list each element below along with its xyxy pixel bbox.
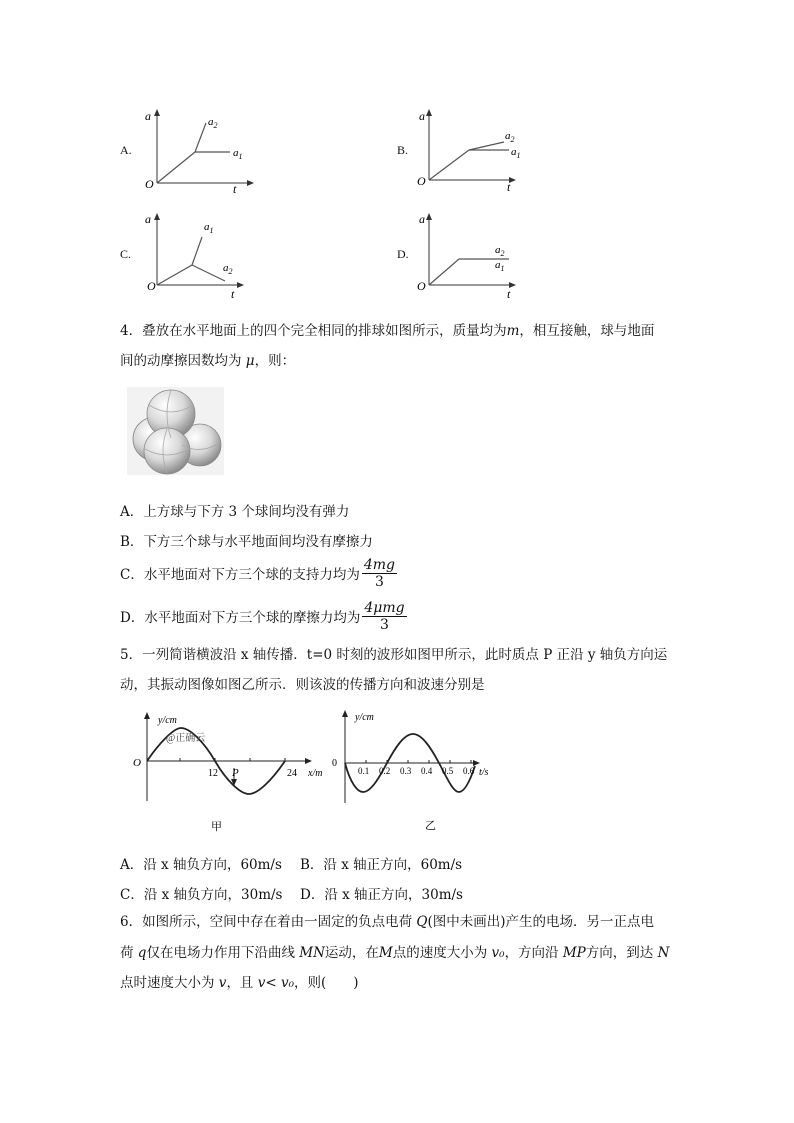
q4-stem-line1: 4．叠放在水平地面上的四个完全相同的排球如图所示，质量均为m，相互接触，球与地面 [120,323,655,339]
q6-stem-line3: 点时速度大小为 v，且 v< v₀，则( ) [120,975,359,991]
jia-ylabel: y/cm [158,715,177,726]
graph-d-line2-sub: 1 [500,264,505,273]
q5-stem-line1: 5．一列简谐横波沿 x 轴传播．t=0 时刻的波形如图甲所示，此时质点 P 正沿 y 轴负方向运 [120,647,668,663]
graph-c-line2: a [223,262,229,274]
graph-b-line2: a [511,146,517,158]
graph-d [412,208,532,300]
yi-caption: 乙 [425,820,436,832]
svg-text:a2 [505,130,515,144]
graph-d-line2: a [495,259,501,271]
graph-b-ylabel: a [419,109,425,123]
yi-xlabel: t/s [479,767,489,778]
jia-point-p: P [232,767,239,779]
graph-b-line1-sub: 2 [510,135,515,144]
q4-c-denominator: 3 [374,573,384,590]
graph-a-line1-sub: 2 [213,121,218,130]
q5-choice-a: A．沿 x 轴负方向，60m/s [120,857,282,873]
graph-c-line2-sub: 2 [228,267,233,276]
yi-zero: 0 [332,758,337,769]
q5-choice-b: B．沿 x 轴正方向，60m/s [300,857,463,873]
yi-ylabel: y/cm [355,712,374,723]
q4-stem-line2: 间的动摩擦因数均为 μ，则： [120,353,296,369]
svg-text:a2 [223,262,233,276]
graph-c-line1: a [204,221,210,233]
jia-tick-12: 12 [208,768,218,779]
q4-c-numerator: 4mg [363,556,395,573]
svg-text:a1 [204,221,214,235]
graph-d-xlabel: t [507,287,511,300]
option-c-label: C. [120,247,132,261]
graph-a-line2-sub: 1 [238,152,243,161]
graph-d-line1: a [495,244,501,256]
yi-tick-3: 0.3 [400,766,412,776]
svg-text:a1 [233,147,243,161]
graph-a-ylabel: a [145,109,151,123]
q4-d-numerator: 4μmg [364,599,405,616]
q4-choice-d: D．水平地面对下方三个球的摩擦力均为 $\frac{\text{4μmg}}{3}$ [120,599,405,633]
jia-watermark: @正确云 [166,733,206,744]
jia-xlabel: x/m [308,768,323,779]
option-b-label: B. [397,143,409,157]
yi-tick-6: 0.6 [463,766,475,776]
graph-a-line2: a [233,147,239,159]
graph-a-line1: a [208,116,214,128]
jia-tick-24: 24 [287,768,297,779]
jia-origin: O [133,757,141,769]
svg-text:a1 [495,259,505,273]
q5-stem-line2: 动，其振动图像如图乙所示．则该波的传播方向和波速分别是 [120,677,485,693]
graph-c [140,208,260,300]
graph-a-origin: O [145,177,154,191]
q4-d-denominator: 3 [379,616,389,633]
graph-b [412,105,532,195]
q6-stem-line1: 6．如图所示，空间中存在着由一固定的负点电荷 Q(图中未画出)产生的电场．另一正点电 [120,914,655,930]
graph-b-xlabel: t [507,180,511,194]
q5-choice-c: C．沿 x 轴负方向，30m/s [120,887,283,903]
graph-b-line1: a [505,130,511,142]
option-d-label: D. [397,247,409,261]
graph-d-line1-sub: 2 [500,249,505,258]
q4-choice-c: C．水平地面对下方三个球的支持力均为 $\frac{4mg}{3}$ [120,556,395,590]
yi-tick-1: 0.1 [358,766,370,776]
svg-text:a1 [511,146,521,160]
vibration-figure-yi [328,706,508,836]
jia-caption: 甲 [211,821,222,833]
svg-text:a2 [495,244,505,258]
graph-d-ylabel: a [419,212,425,226]
graph-c-ylabel: a [145,212,151,226]
graph-c-origin: O [147,279,156,293]
stacked-volleyballs-image [127,387,224,475]
yi-tick-5: 0.5 [442,766,454,776]
graph-d-origin: O [417,279,426,293]
yi-tick-4: 0.4 [421,766,433,776]
q5-choice-d: D．沿 x 轴正方向，30m/s [300,887,463,903]
wave-figure-jia [130,706,330,836]
graph-b-origin: O [417,174,426,188]
option-a-label: A. [120,143,132,157]
q6-stem-line2: 荷 q仅在电场力作用下沿曲线 MN运动，在M点的速度大小为 v₀，方向沿 MP方向，到达 N [120,945,670,961]
svg-text:a2 [208,116,218,130]
q4-choice-b: B．下方三个球与水平地面间均没有摩擦力 [120,534,373,550]
graph-c-line1-sub: 1 [209,226,214,235]
q4-choice-a: A．上方球与下方 3 个球间均没有弹力 [120,504,350,520]
graph-b-line2-sub: 1 [516,151,521,160]
graph-a-xlabel: t [233,182,237,195]
graph-c-xlabel: t [231,287,235,300]
yi-tick-2: 0.2 [379,766,391,776]
graph-a [140,105,260,195]
